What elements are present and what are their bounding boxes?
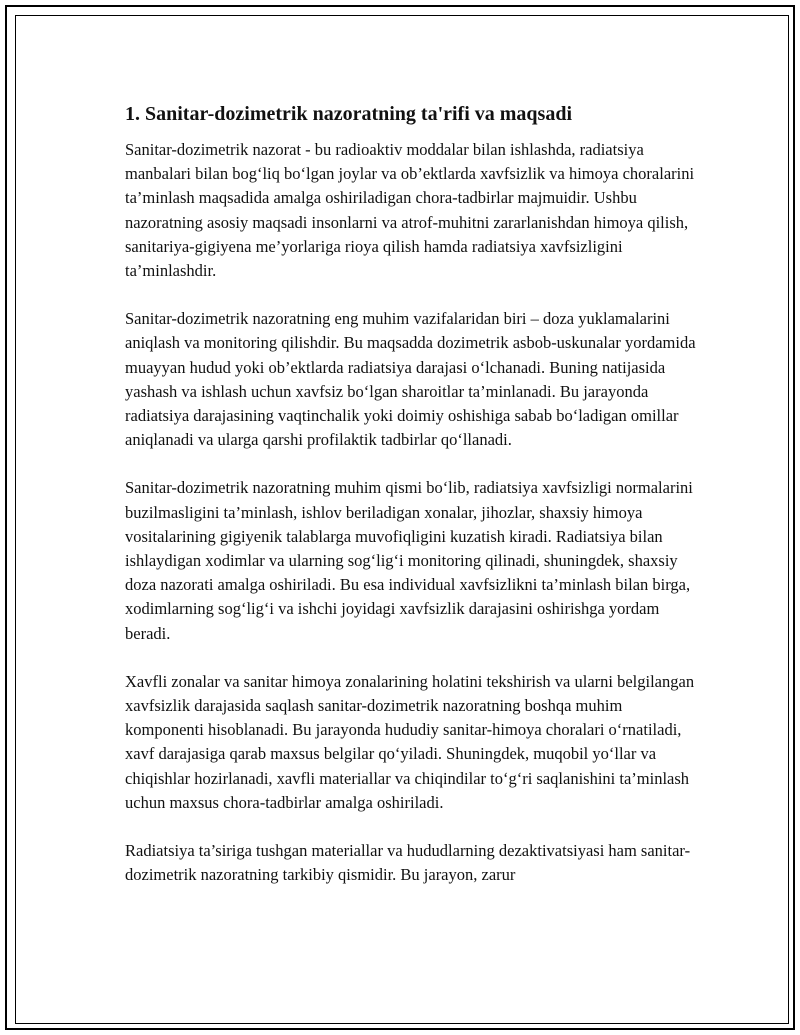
paragraph-dose-monitoring: Sanitar-dozimetrik nazoratning eng muhim vazifalaridan biri – doza yuklamalarini aniqlash va monitoring qilishdir. Bu maqsadda dozimetrik asbob-uskunalar yordamida muayyan hudud yoki ob’ektlarda radiatsiya darajasi o‘lchanadi. Buning natijasida yashash va ishlash uchun xavfsiz bo‘lgan sharoitlar ta’minlanadi. Bu jarayonda radiatsiya darajasining vaqtinchalik yoki doimiy oshishiga sabab bo‘ladigan omillar aniqlanadi va ularga qarshi profilaktik tadbirlar qo‘llanadi. xyxy=(125,309,696,450)
paragraph-hazard-zones: Xavfli zonalar va sanitar himoya zonalarining holatini tekshirish va ularni belgilangan xavfsizlik darajasida saqlash sanitar-dozimetrik nazoratning boshqa muhim komponenti hisoblanadi. Bu jarayonda hududiy sanitar-himoya choralari o‘rnatiladi, xavf darajasiga qarab maxsus belgilar qo‘yiladi. Shuningdek, muqobil yo‘llar va chiqishlar hozirlanadi, xavfli materiallar va chiqindilar to‘g‘ri saqlanishini ta’minlash uchun maxsus chora-tadbirlar amalga oshiriladi. xyxy=(125,671,695,812)
section-heading: 1. Sanitar-dozimetrik nazoratning ta'rifi va maqsadi xyxy=(125,103,573,125)
document-page xyxy=(5,5,795,1030)
paragraph-safety-norms: Sanitar-dozimetrik nazoratning muhim qismi bo‘lib, radiatsiya xavfsizligi normalarini buzilmasligini ta’minlash, ishlov beriladigan xonalar, jihozlar, shaxsiy himoya vositalarining gigiyenik talablarga muvofiqligini kuzatish kiradi. Radiatsiya bilan ishlaydigan xodimlar va ularning sog‘lig‘i monitoring qilinadi, shuningdek, shaxsiy doza nazorati amalga oshiriladi. Bu esa individual xavfsizlikni ta’minlash bilan birga, xodimlarning sog‘lig‘i va ishchi joyidagi xavfsizlik darajasini oshirishga yordam beradi. xyxy=(125,478,693,643)
paragraph-definition: Sanitar-dozimetrik nazorat - bu radioaktiv moddalar bilan ishlashda, radiatsiya manbalari bilan bog‘liq bo‘lgan joylar va ob’ektlarda xavfsizlik va himoya choralarini ta’minlash maqsadida amalga oshiriladigan chora-tadbirlar majmuidir. Ushbu nazoratning asosiy maqsadi insonlarni va atrof-muhitni zararlanishdan himoya qilish, sanitariya-gigiyena me’yorlariga rioya qilish hamda radiatsiya xavfsizligini ta’minlashdir. xyxy=(125,140,695,281)
document-body xyxy=(125,101,705,887)
paragraph-decontamination: Radiatsiya ta’siriga tushgan materiallar va hududlarning dezaktivatsiyasi ham sanitar-dozimetrik nazoratning tarkibiy qismidir. Bu jarayon, zarur xyxy=(125,841,691,885)
